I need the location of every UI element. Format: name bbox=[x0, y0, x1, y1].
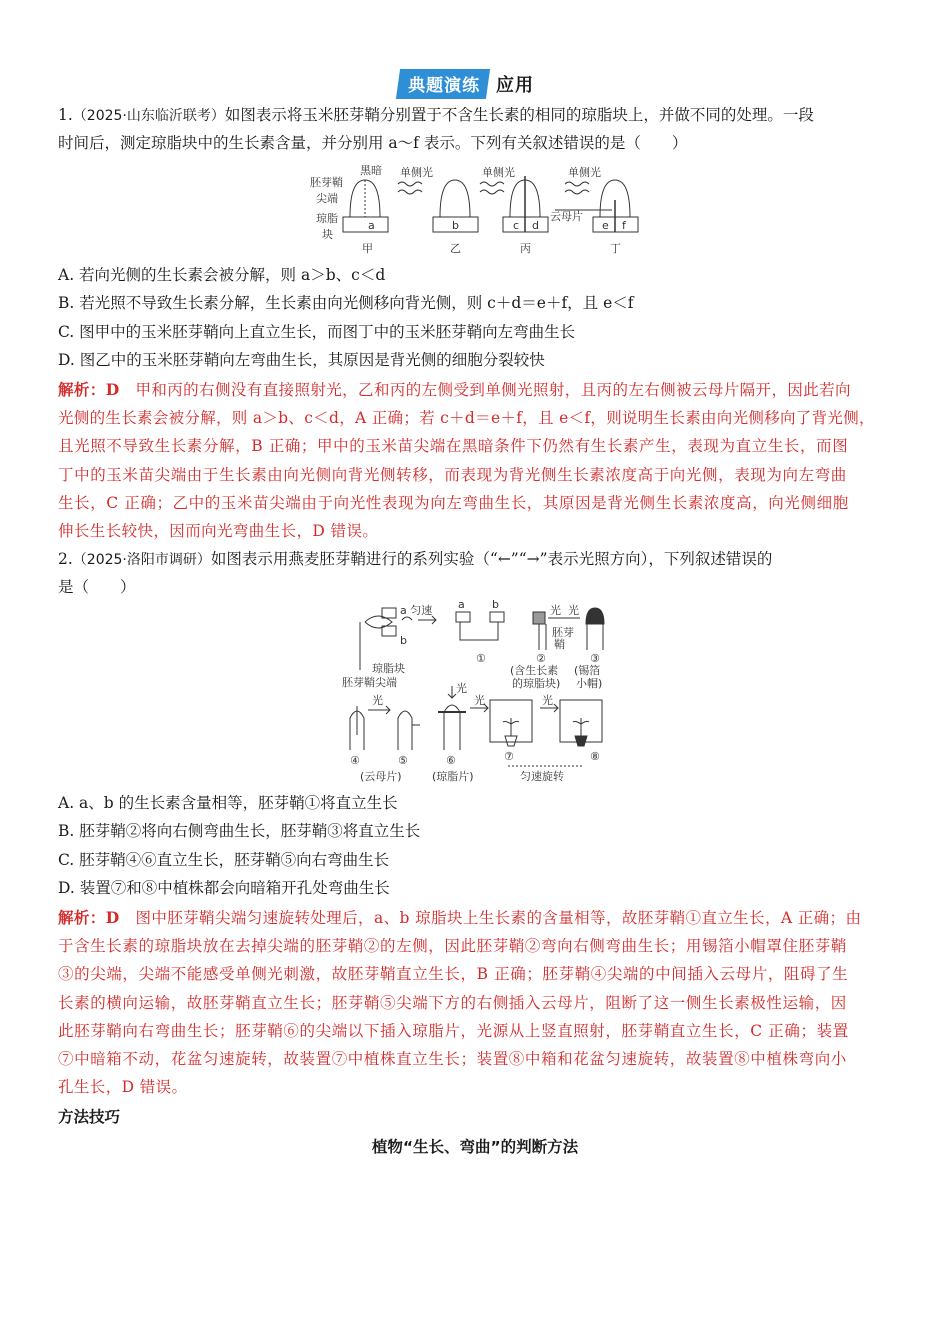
q2-fig-label: 的琼脂块) bbox=[512, 677, 561, 690]
q2-number: 2. bbox=[58, 550, 73, 568]
q1-source: （2025·山东临沂联考） bbox=[72, 108, 225, 124]
q1-block-label: c bbox=[513, 219, 520, 232]
q1-fig-label: 单侧光 bbox=[568, 166, 601, 179]
q1-fig-label: 尖端 bbox=[316, 192, 338, 205]
section-header bbox=[398, 70, 534, 98]
q1-light-arrow-2 bbox=[480, 182, 504, 186]
q1-fig-label: 云母片 bbox=[550, 210, 583, 223]
q2-fig-label: b bbox=[400, 634, 407, 647]
method-subtitle: 植物“生长、弯曲”的判断方法 bbox=[371, 1138, 579, 1156]
q2-fig-label: (锡箔 bbox=[574, 664, 601, 677]
q2-block-a bbox=[456, 612, 470, 622]
method-title: 方法技巧 bbox=[58, 1108, 121, 1126]
q1-analysis-line-2: 光侧的生长素会被分解，则 a＞b、c＜d，A 正确；若 c＋d＝e＋f，且 e＜f，则说明生长素由向光侧移向了背光侧， bbox=[58, 409, 875, 427]
q2-analysis-line-6: ⑦中暗箱不动，花盆匀速旋转，故装置⑦中植株直立生长；装置⑧中箱和花盆匀速旋转，故装置⑧中植株弯向小 bbox=[58, 1050, 847, 1068]
q2-fig-label: 匀速旋转 bbox=[520, 770, 564, 783]
q1-light-arrow-3 bbox=[565, 182, 589, 186]
q2-block-b bbox=[490, 612, 504, 622]
section-label: 应用 bbox=[496, 75, 534, 96]
q1-block-label: f bbox=[622, 219, 626, 232]
q2-fig-label: 光 bbox=[550, 604, 561, 617]
q2-fig-num: ⑥ bbox=[446, 754, 456, 767]
q2-fig-num: ⑦ bbox=[504, 750, 514, 763]
q2-analysis-line-1: 解析：D 图中胚芽鞘尖端匀速旋转处理后，a、b 琼脂块上生长素的含量相等，故胚芽鞘①直立生长，A 正确；由 bbox=[58, 908, 862, 927]
q2-analysis-line-5: 此胚芽鞘向右弯曲生长；胚芽鞘⑥的尖端以下插入琼脂片，光源从上竖直照射，胚芽鞘直立生长，C 正确；装置 bbox=[58, 1022, 849, 1040]
q2-answer: 解析：D bbox=[58, 908, 120, 927]
q1-light-arrow-1 bbox=[398, 182, 422, 186]
q2-fig-label: 胚芽鞘尖端 bbox=[342, 676, 397, 689]
q1-fig-label: 黑暗 bbox=[360, 164, 382, 177]
q2-fig-label: 光 bbox=[456, 682, 467, 695]
q2-fig-label: (云母片) bbox=[360, 770, 402, 783]
q1-analysis-line-4: 丁中的玉米苗尖端由于生长素由向光侧向背光侧转移，而表现为背光侧生长素浓度高于向光侧，表现为向左弯曲 bbox=[58, 466, 847, 484]
q2-fig-num: ③ bbox=[590, 652, 600, 665]
q1-coleoptile-yi bbox=[440, 180, 470, 217]
q1-option-b: B. 若光照不导致生长素分解，生长素由向光侧移向背光侧，则 c＋d＝e＋f，且 e＜f bbox=[58, 294, 634, 312]
q1-block-label: b bbox=[452, 219, 459, 232]
q2-fig-label: a bbox=[458, 600, 465, 611]
q1-block-label: e bbox=[602, 219, 609, 232]
q2-stem-text-1: 如图表示用燕麦胚芽鞘进行的系列实验（“←”“→”表示光照方向），下列叙述错误的 bbox=[210, 550, 773, 568]
q1-block-a bbox=[343, 217, 388, 232]
q2-analysis-line-7: 孔生长，D 错误。 bbox=[58, 1078, 188, 1096]
q2-fig-label: 胚芽 bbox=[552, 626, 574, 639]
q1-block-label: d bbox=[532, 219, 539, 232]
section-badge: 典题演练 bbox=[396, 69, 490, 99]
q2-rotate-arrow bbox=[402, 617, 412, 620]
q1-caption: 乙 bbox=[450, 242, 461, 255]
q1-stem-line-2: 时间后，测定琼脂块中的生长素含量，并分别用 a～f 表示。下列有关叙述错误的是（ ） bbox=[58, 134, 688, 152]
q2-analysis-line-4: 长素的横向运输，故胚芽鞘直立生长；胚芽鞘⑤尖端下方的右侧插入云母片，阻断了这一侧生长素极性运输，因 bbox=[58, 994, 847, 1012]
q1-fig-label: 单侧光 bbox=[482, 166, 515, 179]
q2-analysis-line-2: 于含生长素的琼脂块放在去掉尖端的胚芽鞘②的左侧，因此胚芽鞘②弯向右侧弯曲生长；用锡箔小帽罩住胚芽鞘 bbox=[58, 937, 847, 955]
q1-fig-label: 块 bbox=[322, 228, 333, 241]
q1-fig-label: 琼脂 bbox=[316, 212, 338, 225]
q1-caption: 丙 bbox=[520, 242, 531, 255]
q2-coleoptile-1 bbox=[460, 622, 498, 640]
q1-analysis-line-1: 解析：D 甲和丙的右侧没有直接照射光，乙和丙的左侧受到单侧光照射，且丙的左右侧被云母片隔开，因此若向 bbox=[58, 380, 851, 399]
q2-fig-label: 光 bbox=[542, 694, 553, 707]
q2-analysis-line-3: ③的尖端，尖端不能感受单侧光刺激，故胚芽鞘直立生长，B 正确；胚芽鞘④尖端的中间插入云母片，阻碍了生 bbox=[58, 965, 849, 983]
q1-caption: 甲 bbox=[362, 242, 373, 255]
q2-fig-label: 琼脂块 bbox=[372, 662, 405, 675]
q1-number: 1. bbox=[58, 106, 73, 124]
q1-answer: 解析：D bbox=[58, 380, 120, 399]
q1-option-c: C. 图甲中的玉米胚芽鞘向上直立生长，而图丁中的玉米胚芽鞘向左弯曲生长 bbox=[58, 323, 576, 341]
q1-analysis-line-3: 且光照不导致生长素分解，B 正确；甲中的玉米苗尖端在黑暗条件下仍然有生长素产生，表现为直立生长，而图 bbox=[58, 437, 849, 455]
q1-option-a: A. 若向光侧的生长素会被分解，则 a＞b、c＜d bbox=[58, 266, 386, 284]
q1-stem-line-1 bbox=[58, 104, 898, 127]
q1-stem-text-1: 如图表示将玉米胚芽鞘分别置于不含生长素的相同的琼脂块上，并做不同的处理。一段 bbox=[224, 106, 814, 124]
q2-fig-num: ① bbox=[476, 652, 486, 665]
q2-fig-label: 光 bbox=[372, 694, 383, 707]
q2-fig-label: (琼脂片) bbox=[432, 770, 474, 783]
q2-figure bbox=[340, 600, 620, 788]
q2-fig-label: 光 bbox=[474, 694, 485, 707]
q1-figure bbox=[310, 162, 650, 260]
q2-fig-label: a 匀速 bbox=[400, 604, 433, 617]
q1-block-label: a bbox=[368, 219, 375, 232]
q2-fig-num: ⑧ bbox=[590, 750, 600, 763]
q2-stem-line-1 bbox=[58, 548, 898, 571]
q1-analysis-line-5: 生长，C 正确；乙中的玉米苗尖端由于向光性表现为向左弯曲生长，其原因是背光侧生长素浓度高，向光侧细胞 bbox=[58, 494, 849, 512]
q2-fig-label: 小帽) bbox=[576, 677, 603, 690]
q2-foil-cap bbox=[586, 608, 604, 624]
q2-stem-line-2: 是（ ） bbox=[58, 578, 136, 596]
q1-fig-label: 胚芽鞘 bbox=[310, 176, 343, 189]
q2-coleoptile-5 bbox=[398, 711, 412, 750]
q2-source: （2025·洛阳市调研） bbox=[72, 552, 211, 568]
q2-option-a: A. a、b 的生长素含量相等，胚芽鞘①将直立生长 bbox=[58, 794, 398, 812]
q2-option-c: C. 胚芽鞘④⑥直立生长，胚芽鞘⑤向右弯曲生长 bbox=[58, 851, 390, 869]
q2-fig-num: ⑤ bbox=[398, 754, 408, 767]
q2-fig-label: (含生长素 bbox=[510, 664, 559, 677]
q1-caption: 丁 bbox=[610, 242, 621, 255]
q1-fig-label: 单侧光 bbox=[400, 166, 433, 179]
q2-fig-label: 光 bbox=[568, 604, 579, 617]
q2-fig-label: b bbox=[492, 600, 499, 611]
q2-fig-num: ② bbox=[536, 652, 546, 665]
q2-fig-label: 鞘 bbox=[554, 638, 565, 651]
q1-analysis-line-6: 伸长生长较快，因而向光弯曲生长，D 错误。 bbox=[58, 522, 379, 540]
q1-option-d: D. 图乙中的玉米胚芽鞘向左弯曲生长，其原因是背光侧的细胞分裂较快 bbox=[58, 351, 545, 369]
q2-option-b: B. 胚芽鞘②将向右侧弯曲生长，胚芽鞘③将直立生长 bbox=[58, 822, 421, 840]
q2-option-d: D. 装置⑦和⑧中植株都会向暗箱开孔处弯曲生长 bbox=[58, 879, 390, 897]
q2-fig-num: ④ bbox=[350, 754, 360, 767]
